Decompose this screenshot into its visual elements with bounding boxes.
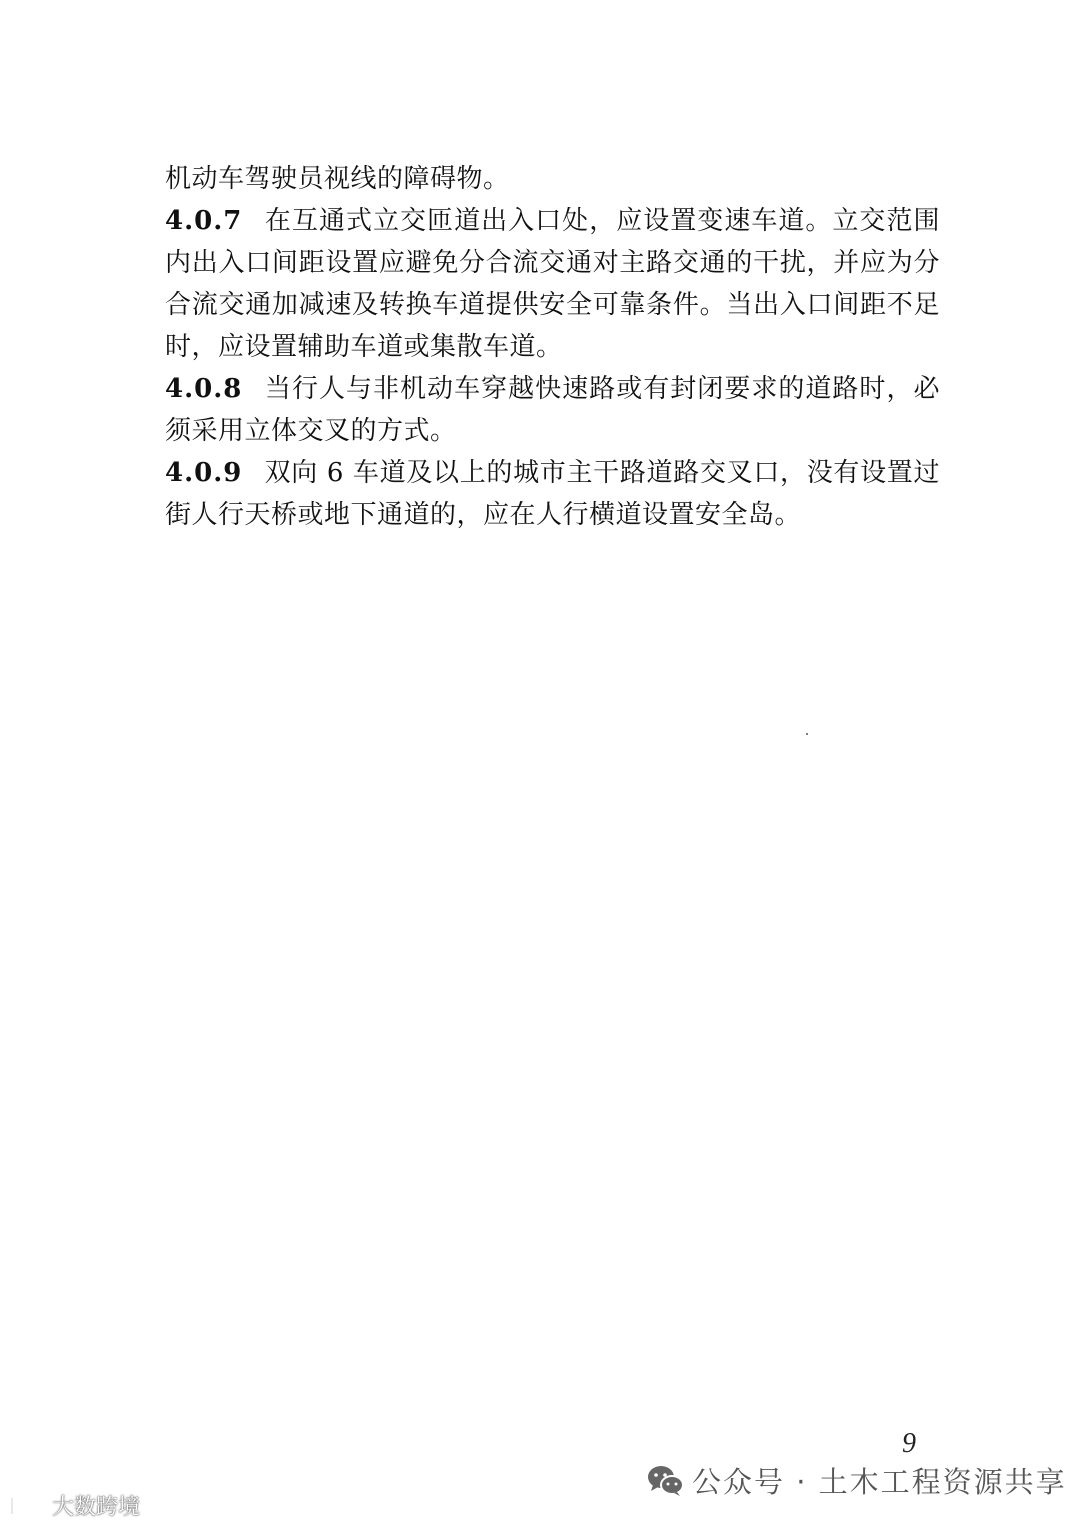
watermark-left-text: 大数跨境 xyxy=(52,1495,141,1520)
wechat-icon xyxy=(646,1464,684,1498)
clause-number: 4.0.9 xyxy=(165,458,243,488)
clause-4-0-7 xyxy=(165,200,940,368)
watermark-right xyxy=(646,1460,1067,1501)
clause-text: 双向 6 车道及以上的城市主干路道路交叉口，没有设置过街人行天桥或地下通道的，应在人行横道设置安全岛。 xyxy=(165,458,940,530)
clause-4-0-8 xyxy=(165,368,940,452)
logo-icon xyxy=(8,1494,48,1518)
clause-number: 4.0.7 xyxy=(165,206,243,236)
clause-4-0-9 xyxy=(165,452,940,536)
clause-number: 4.0.8 xyxy=(165,374,243,404)
paragraph-continuation xyxy=(165,158,940,200)
page-number: 9 xyxy=(902,1428,916,1459)
watermark-left xyxy=(8,1490,140,1521)
watermark-right-text: 公众号 · 土木工程资源共享 xyxy=(692,1465,1067,1499)
scan-speck xyxy=(806,733,808,735)
document-body xyxy=(165,158,940,536)
clause-text: 在互通式立交匝道出入口处，应设置变速车道。立交范围内出入口间距设置应避免分合流交通对主路交通的干扰，并应为分合流交通加减速及转换车道提供安全可靠条件。当出入口间距不足时，应设置辅助车道或集散车道。 xyxy=(165,206,940,362)
clause-text: 当行人与非机动车穿越快速路或有封闭要求的道路时，必须采用立体交叉的方式。 xyxy=(165,374,940,446)
paragraph-text: 机动车驾驶员视线的障碍物。 xyxy=(165,164,510,194)
